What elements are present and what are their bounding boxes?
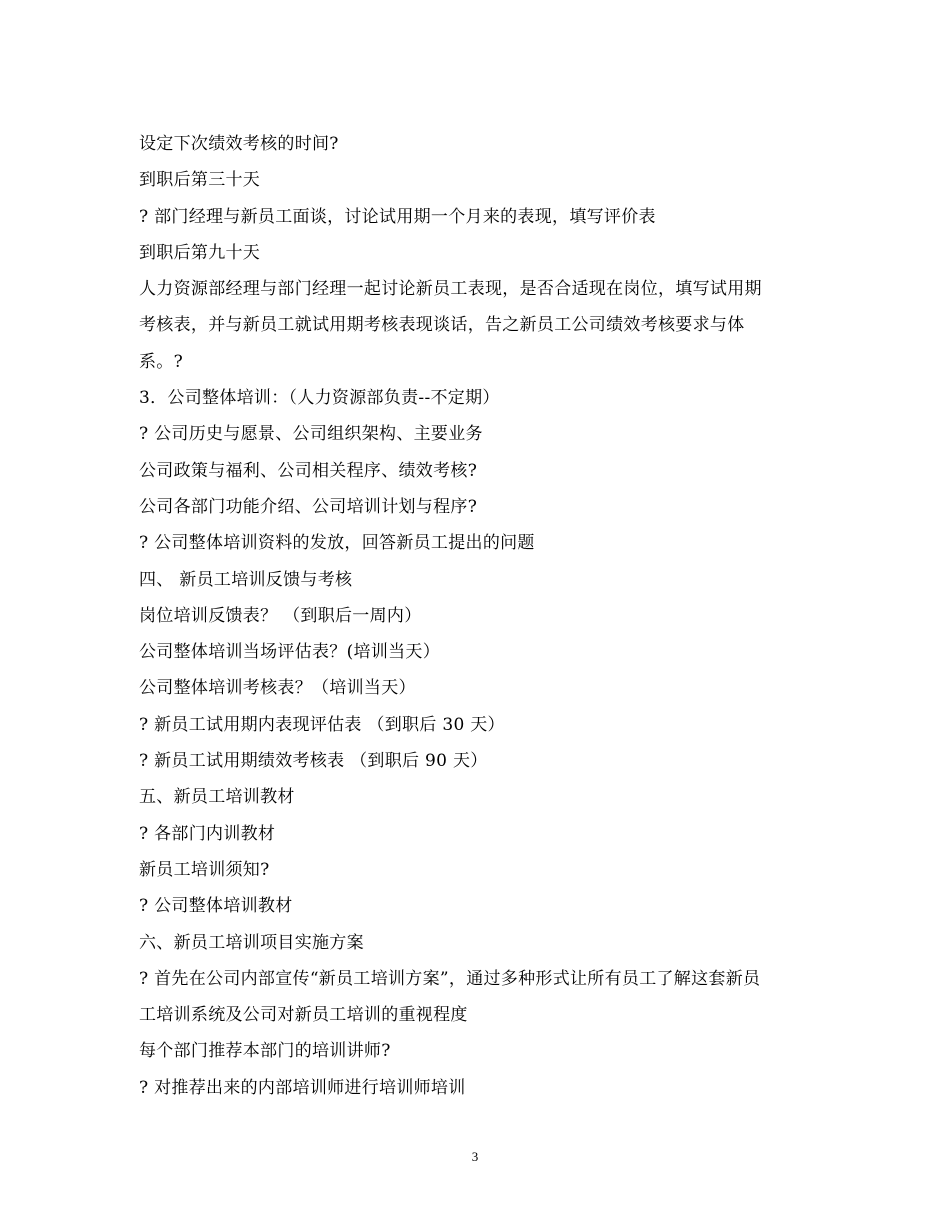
text-line: ? 对推荐出来的内部培训师进行培训师培训 (139, 1077, 466, 1098)
text-line: 到职后第九十天 (139, 242, 261, 263)
text-line: 公司各部门功能介绍、公司培训计划与程序? (139, 496, 478, 517)
text-line: ? 各部门内训教材 (139, 823, 276, 844)
section-heading: 四、 新员工培训反馈与考核 (139, 569, 353, 590)
text-line: ? 公司整体培训资料的发放，回答新员工提出的问题 (139, 533, 535, 554)
text-line: ? 部门经理与新员工面谈，讨论试用期一个月来的表现，填写评价表 (139, 206, 656, 227)
text-line: ? 首先在公司内部宣传“新员工培训方案”，通过多种形式让所有员工了解这套新员 (139, 968, 761, 989)
section-heading: 五、新员工培训教材 (139, 787, 295, 808)
text-line: 工培训系统及公司对新员工培训的重视程度 (139, 1005, 468, 1026)
text-line: 新员工培训须知? (139, 859, 270, 880)
text-line: 公司整体培训考核表？（培训当天） (139, 678, 416, 699)
text-line: ? 公司历史与愿景、公司组织架构、主要业务 (139, 424, 483, 445)
section-heading: 3．公司整体培训：（人力资源部负责--不定期） (139, 388, 500, 409)
document-body (139, 126, 819, 1106)
text-line: ? 新员工试用期内表现评估表 （到职后 30 天） (139, 714, 505, 735)
text-line: 人力资源部经理与部门经理一起讨论新员工表现，是否合适现在岗位，填写试用期 (139, 279, 762, 300)
text-line: 公司政策与福利、公司相关程序、绩效考核? (139, 460, 478, 481)
text-line: ? 公司整体培训教材 (139, 896, 293, 917)
text-line: 考核表，并与新员工就试用期考核表现谈话，告之新员工公司绩效考核要求与体 (139, 315, 745, 336)
text-line: 公司整体培训当场评估表？(培训当天） (139, 642, 441, 663)
text-line: 设定下次绩效考核的时间? (139, 134, 339, 154)
page-number: 3 (471, 1149, 479, 1164)
text-line: 到职后第三十天 (139, 170, 261, 191)
text-line: 系。? (139, 351, 184, 372)
text-line: 岗位培训反馈表？ （到职后一周内） (139, 605, 422, 626)
section-heading: 六、新员工培训项目实施方案 (139, 932, 364, 953)
text-line: 每个部门推荐本部门的培训讲师? (139, 1041, 391, 1062)
text-line: ? 新员工试用期绩效考核表 （到职后 90 天） (139, 751, 488, 772)
